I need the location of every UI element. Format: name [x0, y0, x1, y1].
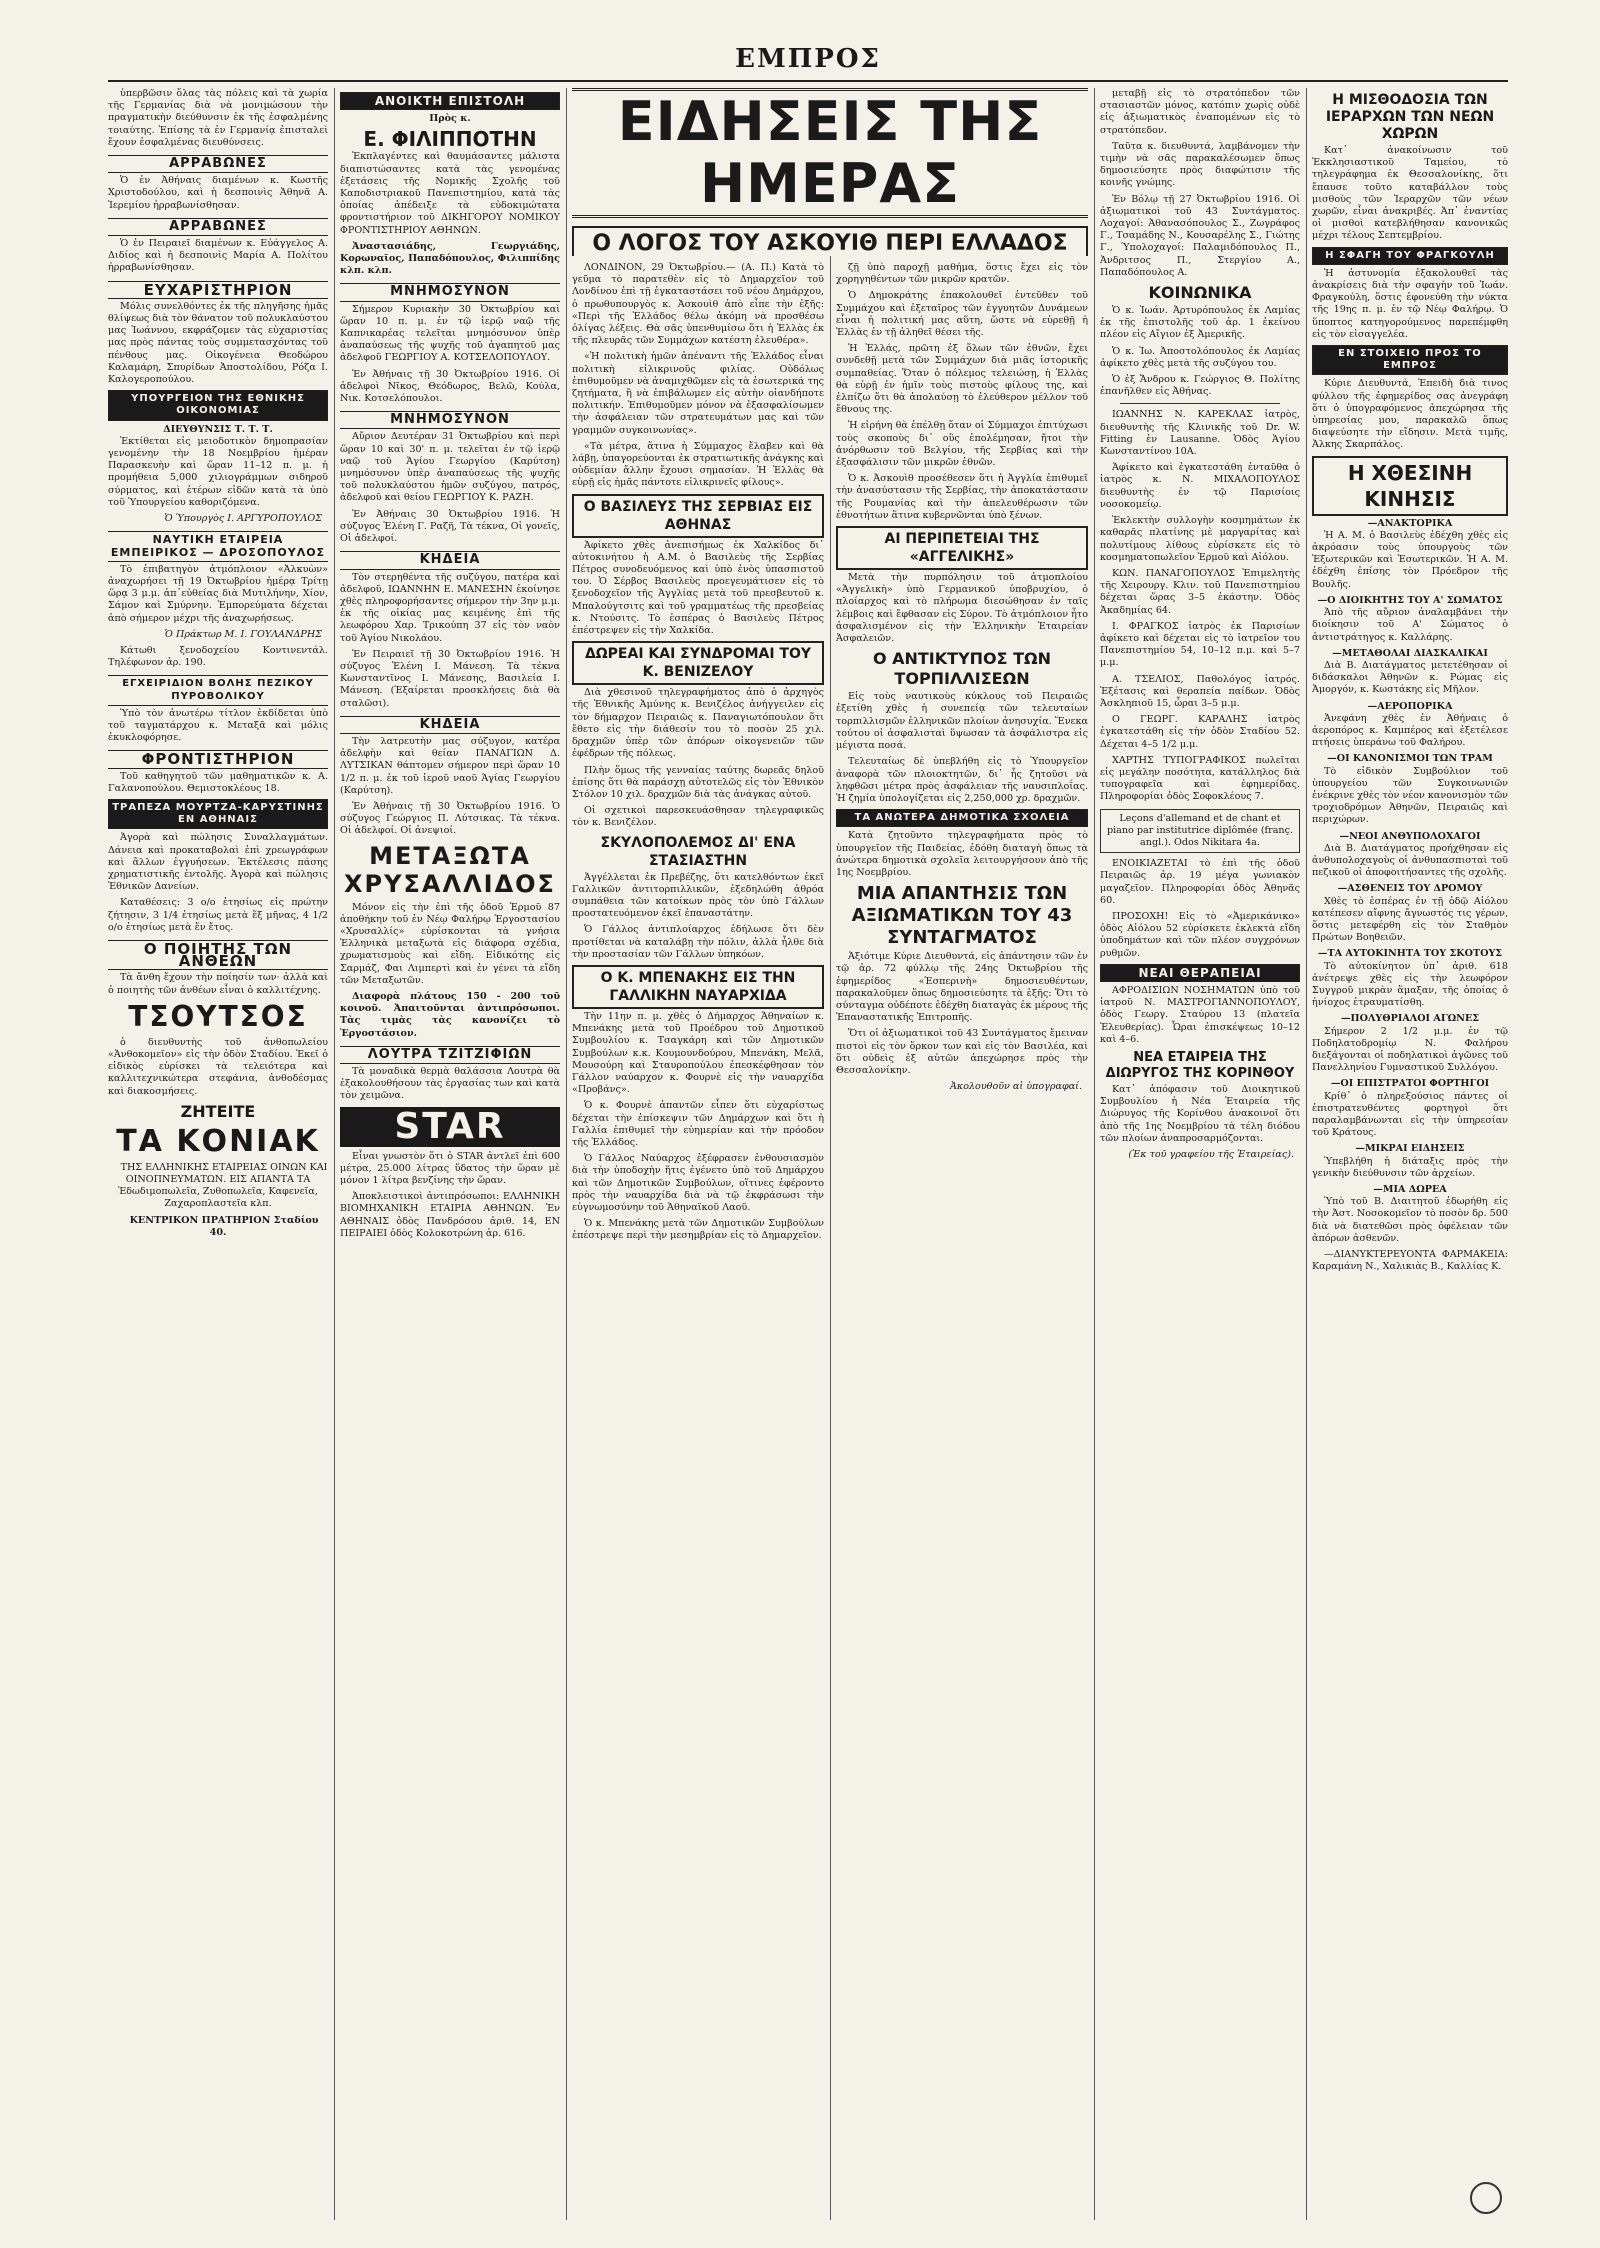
article-text: Σήμερον 2 1/2 μ.μ. ἐν τῷ Ποδηλατοδρομίῳ Ν. Φαλήρου διεξάγονται οἱ ποδηλατικοὶ ἀγῶνες τοῦ Πανελληνίου Γυμναστικοῦ Συλλόγου. [1312, 1025, 1508, 1074]
article-text: Ἀποκλειστικοὶ ἀντιπρόσωποι: ΕΛΛΗΝΙΚΗ ΒΙΟΜΗΧΑΝΙΚΗ ΕΤΑΙΡΙΑ ΑΘΗΝΩΝ. Ἐν ΑΘΗΝΑΙΣ ὁδὸς Πανδρόσου ἀριθ. 14, ΕΝ ΠΕΙΡΑΙΕΙ ὁδὸς Κολοκοτρώνη ἀρ. 616. [340, 1191, 560, 1239]
section-heading: ΚΟΙΝΩΝΙΚΑ [1148, 283, 1252, 303]
section-heading: ΣΚΥΛΟΠΟΛΕΜΟΣ ΔΙ' ΕΝΑ ΣΤΑΣΙΑΣΤΗΝ [600, 834, 796, 869]
article-text: Ὅτι οἱ ἀξιωματικοὶ τοῦ 43 Συντάγματος ἔμειναν πιστοὶ εἰς τὸν ὅρκον των καὶ εἰς τὸν Βασιλέα, καὶ ὅτι οὐδεὶς ἐξ αὐτῶν ἀπεχώρησε πρὸς τὴν Θεσσαλονίκην. [836, 1028, 1088, 1076]
article-text: Ἡ ἀστυνομία ἐξακολουθεῖ τὰς ἀνακρίσεις διὰ τὴν σφαγὴν τοῦ Ἰωάν. Φραγκούλη, ὅστις ἐφονεύθη τὴν νύκτα τῆς 19ης π. μ. ἐν τῷ Νέῳ Φαλήρῳ. Ὁ ὕποπτος κατηγορούμενος παρεπέμφθη εἰς τὸν εἰσαγγελέα. [1312, 267, 1508, 340]
section-heading: Η ΣΦΑΓΗ ΤΟΥ ΦΡΑΓΚΟΥΛΗ [1312, 247, 1508, 265]
article-text: Ἐκπλαγέντες καὶ θαυμάσαντες μάλιστα διαπιστώσαντες κατὰ τὰς γενομένας ἐξετάσεις τῆς Νομικῆς Σχολῆς τοῦ Καποδιστριακοῦ Πανεπιστημίου, κατὰ τὰς ὁποίας ἀπέδειξε τὰ εὐδοκιμώτατα φροντιστήριον τοῦ ΔΙΚΗΓΟΡΟΥ ΝΟΜΙΚΟΥ ΦΡΟΝΤΙΣΤΗΡΙΟΥ ΑΘΗΝΩΝ. [340, 151, 560, 236]
advert-heading: ΤΣΟΥΤΣΟΣ [128, 999, 308, 1033]
column-4 [836, 262, 1088, 2220]
article-text: Τὰ ἄνθη ἔχουν τὴν ποίησίν των· ἀλλὰ καὶ ὁ ποιητὴς τῶν ἀνθέων εἶναι ὁ καλλιτέχνης. [108, 972, 328, 996]
column-rule [1094, 88, 1095, 2220]
subheading: —Ο ΔΙΟΙΚΗΤΗΣ ΤΟΥ Α' ΣΩΜΑΤΟΣ [1317, 594, 1503, 606]
article-text: «Τὰ μέτρα, ἅτινα ἡ Σύμμαχος ἔλαβεν καὶ θὰ λάβῃ, ὑπαγορεύονται ἐκ στρατιωτικῆς ἀνάγκης καὶ οὐδεμίαν ἄλλην ἔχουσι σημασίαν. Ἡ Ἑλλὰς θὰ εὑρῇ εἰς ἡμᾶς πάντοτε εἰλικρινεῖς φίλους». [572, 440, 824, 489]
section-heading: ΤΑ ΑΝΩΤΕΡΑ ΔΗΜΟΤΙΚΑ ΣΧΟΛΕΙΑ [836, 809, 1088, 827]
article-text: Κύριε Διευθυντά, Ἐπειδὴ διὰ τινος φύλλου τῆς ἐφημερίδος σας ἀνεγράφη ὅτι ὁ ὑπογραφόμενος ἀπεχώρησα τῆς ὑπηρεσίας μου, παρακαλῶ ὅπως διαψεύσητε τὴν εἴδησιν. Μετὰ τιμῆς, Ἀλκης Σκαρπάλος. [1312, 378, 1508, 451]
signature: Ὁ Πράκτωρ Μ. Ι. ΓΟΥΛΑΝΔΡΗΣ [164, 628, 322, 640]
article-text: Ἐν Ἀθήναις τῇ 30 Ὀκτωβρίου 1916. Οἱ ἀδελφοὶ Νῖκος, Θεόδωρος, Βελῶ, Κούλα, Νικ. Κοτσελόπουλοι. [340, 368, 560, 405]
article-text: Ὁ κ. Ἀσκουὶθ προσέθεσεν ὅτι ἡ Ἀγγλία ἐπιθυμεῖ τὴν ἀνασύστασιν τῆς Σερβίας, τὴν ἀποκατάστασιν τῆς Ρουμανίας καὶ τὴν ἀπελευθέρωσιν τῶν ἐθνοτήτων ἅτινα κυβερνῶνται ὑπὸ ξένων. [836, 473, 1088, 521]
masthead-title: ΕΜΠΡΟΣ [735, 44, 881, 74]
article-text: Τοῦ καθηγητοῦ τῶν μαθηματικῶν κ. Α. Γαλανοπούλου. Θεμιστοκλέους 18. [108, 770, 328, 794]
article-text: μεταβῇ εἰς τὸ στρατόπεδον τῶν στασιαστῶν μόνος, κατόπιν χωρὶς οὐδὲ εἰς ἀξιωματικὸς ἐναπομένων εἰς τὸ στρατόπεδον. [1100, 88, 1300, 136]
section-heading: ΝΕΑ ΕΤΑΙΡΕΙΑ ΤΗΣ ΔΙΩΡΥΓΟΣ ΤΗΣ ΚΟΡΙΝΘΟΥ [1105, 1050, 1295, 1082]
article-text: Τὸ εἰδικὸν Συμβούλιον τοῦ ὑπουργείου τῶν Συγκοινωνιῶν ἐνέκρινε χθὲς τὸν νέον κανονισμὸν τῶν τροχιοδρόμων Ἀθηνῶν, Πειραιῶς καὶ περιχώρων. [1312, 765, 1508, 826]
section-heading: Ο ΒΑΣΙΛΕΥΣ ΤΗΣ ΣΕΡΒΙΑΣ ΕΙΣ ΑΘΗΝΑΣ [572, 494, 824, 538]
article-text: Τὴν 11ην π. μ. χθὲς ὁ Δήμαρχος Ἀθηναίων κ. Μπενάκης μετὰ τοῦ Προέδρου τοῦ Δημοτικοῦ Συμβουλίου κ. Τσαγκάρη καὶ τῶν Δημοτικῶν Συμβούλων κ.κ. Κουμουνδούρου, Μπενάκη, Μελᾶ, Μουσούρη καὶ Σταυροπούλου ἐπεσκέφθησαν τὸν Γάλλον ναύαρχον κ. Φουρνὲ εἰς τὴν ναυαρχίδα «Προβάνς». [572, 1010, 824, 1096]
article-text: —ΔΙΑΝΥΚΤΕΡΕΥΟΝΤΑ ΦΑΡΜΑΚΕΙΑ: Καραμάνη Ν., Χαλικιὰς Β., Καλλίας Κ. [1312, 1249, 1508, 1273]
article-text: Ἐν Βόλῳ τῇ 27 Ὀκτωβρίου 1916. Οἱ ἀξιωματικοὶ τοῦ 43 Συντάγματος. Λοχαγοί: Ἀθανασόπουλος Σ., Ζωγράφος Γ., Τσαμάδης Ν., Κουσαρέλης Σ., Γιώτης Γ., Ὑπολοχαγοί: Παλαμιδόπουλος Π., Ἀνδριτσος Π., Στεργίου Α., Παπαδόπουλος Α. [1100, 193, 1300, 278]
column-5 [1100, 88, 1300, 2220]
article-text: Ὑπεβλήθη ἡ διάταξις πρὸς τὴν γενικὴν διεύθυνσιν τῶν ἀρχείων. [1312, 1155, 1508, 1179]
section-heading: ΔΩΡΕΑΙ ΚΑΙ ΣΥΝΔΡΟΜΑΙ ΤΟΥ Κ. ΒΕΝΙΖΕΛΟΥ [572, 641, 824, 685]
section-heading: ΥΠΟΥΡΓΕΙΟΝ ΤΗΣ ΕΘΝΙΚΗΣ ΟΙΚΟΝΟΜΙΑΣ [108, 390, 328, 420]
advert-heading: STAR [340, 1107, 560, 1147]
article-text: Κάτωθι ξενοδοχείου Κοντινεντάλ. Τηλέφωνον ἀρ. 190. [108, 644, 328, 669]
headline-block [572, 88, 1088, 256]
classified-ad-box [1100, 809, 1300, 854]
article-text: Τὸν στερηθέντα τῆς συζύγου, πατέρα καὶ ἀδελφοῦ, ΙΩΑΝΝΗΝ Ε. ΜΑΝΕΣΗΝ ἐκοίνησε χθὲς πληροφορήσαντες σήμερον τὴν 3ην μ.μ. ἐκ τῆς οἰκίας μας κειμένης ἐπὶ τῆς λεωφόρου Χαρ. Τρικούπη 37 εἰς τὸν ναὸν τοῦ Ἁγίου Νικολάου. [340, 571, 560, 644]
subheading: —ΑΝΑΚΤΟΡΙΚΑ [1367, 517, 1453, 529]
article-text: Εἶναι γνωστὸν ὅτι ὁ STAR ἀντλεῖ ἐπὶ 600 μέτρα, 25.000 λίτρας ὕδατος τὴν ὥραν μὲ μόνον 1 λίτρα βενζίνης τὴν ὥραν. [340, 1150, 560, 1187]
classified-ad: ΙΩΑΝΝΗΣ Ν. ΚΑΡΕΚΛΑΣ ἰατρὸς, διευθυντὴς τῆς Κλινικῆς τοῦ Dr. W. Fitting ἐν Lausanne. Ὁδὸς Ἁγίου Κωνσταντίνου 10Α. [1100, 409, 1300, 458]
article-text: ὑπερβῶσιν ὅλας τὰς πόλεις καὶ τὰ χωρία τῆς Γερμανίας διὰ νὰ μονιμώσουν τὴν πραγματικὴν διεύθυνσιν ἐκ τῆς ἐσφαλμένης τοιαύτης. Ἐπίσης τὰ ἐν Γερμανίᾳ ἐπισταλεὶ ἔχουν ἐσφαλμένας διευθύνσεις. [108, 88, 328, 148]
article-text: Ὁ Γάλλος ἀντιπλοίαρχος ἐδήλωσε ὅτι δὲν προτίθεται νὰ καταλάβῃ τὴν πόλιν, ἀλλὰ ἦλθε διὰ τὴν προστασίαν τῶν Γάλλων ὑπηκόων. [572, 924, 824, 960]
signature: Ὁ Ὑπουργὸς Ι. ΑΡΓΥΡΟΠΟΥΛΟΣ [164, 513, 322, 525]
masthead [108, 40, 1508, 82]
section-heading: Ο ΠΟΙΗΤΗΣ ΤΩΝ ΑΝΘΕΩΝ [108, 940, 328, 970]
section-heading: ΜΙΑ ΑΠΑΝΤΗΣΙΣ ΤΩΝ ΑΞΙΩΜΑΤΙΚΩΝ ΤΟΥ 43 ΣΥΝΤΑΓΜΑΤΟΣ [851, 883, 1073, 949]
article-text: Ἀξιότιμε Κύριε Διευθυντά, εἰς ἀπάντησιν τῶν ἐν τῷ ἀρ. 72 φύλλῳ τῆς 24ης Ὀκτωβρίου τῆς ἐφημερίδος «Ἑσπερινὴ» δημοσιευθέντων, παρακαλοῦμεν ὅπως δημοσιεύσητε τὰ ἑξῆς: Ὅτι τὸ σύνταγμα οὐδέποτε ἐδέχθη διαταγὰς ἐκ μέρους τῆς Ἐπαναστατικῆς Ἐπιτροπῆς. [836, 951, 1088, 1024]
article-text: ζῇ ὑπὸ παροχῇ μαθήμα, ὅστις ἔχει εἰς τὸν χορηγηθέντων τῶν μικρῶν κρατῶν. [836, 262, 1088, 286]
article-text: Ὁ Δημοκράτης ἐπακολουθεῖ ἐντεῦθεν τοῦ Συμμάχου καὶ ἐξεταῖρος τῶν ἐγγυητῶν Δυνάμεων εἶναι ἡ πολιτική μας αὕτη, ὥστε νὰ εὑρεθῇ ἡ Ἑλλὰς ἐν τῇ ἀληθεῖ θέσει τῆς. [836, 290, 1088, 339]
subheading: —ΑΣΘΕΝΕΙΣ ΤΟΥ ΔΡΟΜΟΥ [1337, 883, 1483, 895]
column-1 [108, 88, 328, 2220]
article-text: Ἡ Α. Μ. ὁ Βασιλεὺς ἐδέχθη χθὲς εἰς ἀκρόασιν τοὺς ὑπουργοὺς τῶν Ἐξωτερικῶν καὶ Ἐσωτερικῶν. Ἡ Α. Μ. ἐδέχθη ἐπίσης τὸν Πρόεδρον τῆς Βουλῆς. [1312, 529, 1508, 590]
section-heading: ΑΙ ΠΕΡΙΠΕΤΕΙΑΙ ΤΗΣ «ΑΓΓΕΛΙΚΗΣ» [836, 526, 1088, 570]
classified-ad: Ἀφίκετο καὶ ἐγκατεστάθη ἐνταῦθα ὁ ἰατρὸς κ. Ν. ΜΙΧΑΛΟΠΟΥΛΟΣ διευθυντὴς ἐν τῷ Παρισίοις νοσοκομείῳ. [1100, 462, 1300, 510]
subheading: —ΜΕΤΑΘΟΛΑΙ ΔΙΑΣΚΑΛΙΚΑΙ [1332, 647, 1488, 659]
classified-ad: Ι. ΦΡΑΓΚΟΣ ἰατρὸς ἐκ Παρισίων ἀφίκετο καὶ δέχεται εἰς τὸ ἰατρεῖον του Πανεπιστημίου 54, 10–12 π.μ. καὶ 5–7 μ.μ. [1100, 620, 1300, 669]
subheading: —ΜΙΑ ΔΩΡΕΑ [1373, 1184, 1447, 1196]
subheading: —ΠΟΛΥΘΡΙΑΛΟΙ ΑΓΩΝΕΣ [1340, 1013, 1480, 1025]
article-text: Χθὲς τὸ ἑσπέρας ἐν τῇ ὁδῷ Αἰόλου κατέπεσεν αἴφνης ἄγνωστός τις γέρων, ὅστις μετεφέρθη εἰς τὸν Σταθμὸν Πρώτων Βοηθειῶν. [1312, 895, 1508, 944]
classified-ad: Α. ΤΣΕΛΙΟΣ, Παθολόγος ἰατρός. Ἐξέτασις καὶ θεραπεία παίδων. Ὁδὸς Ἀσκληπιοῦ 15, ὧραι 3–5 μ.μ. [1100, 673, 1300, 709]
article-text: Οἱ σχετικοὶ παρεσκευάσθησαν τηλεγραφικῶς τὸν κ. Βενιζέλον. [572, 805, 824, 829]
lead-headline: Ο ΛΟΓΟΣ ΤΟΥ ΑΣΚΟΥΙΘ ΠΕΡΙ ΕΛΛΑΔΟΣ [572, 226, 1088, 256]
section-heading: Ο Κ. ΜΠΕΝΑΚΗΣ ΕΙΣ ΤΗΝ ΓΑΛΛΙΚΗΝ ΝΑΥΑΡΧΙΔΑ [572, 965, 824, 1009]
article-text: Μόλις συνελθόντες ἐκ τῆς πληγῆσης ἡμᾶς θλίψεως διὰ τὸν θάνατον τοῦ πολυκλαύστου μας Ἰωάννου, εκφράζομεν τὰς εὐχαριστίας μας πρὸς πάντας τοὺς συμμετασχόντας τοῦ πένθους μας. Οἰκογένεια Θεοδώρου Καλαμάρη, Σπυρίδων Ἀποστολίδου, Ρόζα Ι. Καλογεροπούλου. [108, 300, 328, 386]
article-text: Διὰ Β. Διατάγματος προήχθησαν εἰς ἀνθυπολοχαγοὺς οἱ ἀνθυπασπισταὶ τοῦ πεζικοῦ οἱ ἀποφοιτήσαντες τῆς σχολῆς. [1312, 842, 1508, 879]
article-text: Ἐν Ἀθήναις 30 Ὀκτωβρίου 1916. Ἡ σύζυγος Ἑλένη Γ. Ραζῆ, Τὰ τέκνα, Οἱ γονεῖς, Οἱ ἀδελφοί. [340, 508, 560, 545]
section-heading: ΑΡΡΑΒΩΝΕΣ [108, 155, 328, 173]
section-heading: ΑΡΡΑΒΩΝΕΣ [108, 218, 328, 236]
library-stamp-icon [1470, 2182, 1502, 2214]
article-text: Κατ᾽ ἀπόφασιν τοῦ Διοικητικοῦ Συμβουλίου ἡ Νέα Ἑταιρεία τῆς Διώρυγος τῆς Κορίνθου ἀνακοινοῖ ὅτι ἀπὸ τῆς 1ης Νοεμβρίου τὰ τέλη διόδου τῶν πλοίων ἀναπροσαρμόζονται. [1100, 1084, 1300, 1144]
article-text: Ὁ Γάλλος Ναύαρχος ἐξέφρασεν ἐνθουσιασμὸν διὰ τὴν ὑποδοχὴν ἥτις ἐγένετο ὑπὸ τοῦ Δημάρχου καὶ τῶν Δημοτικῶν Συμβούλων, οἵτινες ἐφέροντο πρὸς τὴν ναυαρχίδα διὰ νὰ τῷ ἐκφράσωσι τὴν εὐγνωμοσύνην τοῦ Ἀθηναϊκοῦ Λαοῦ. [572, 1153, 824, 1213]
article-text: Ἐν Ἀθήναις τῇ 30 Ὀκτωβρίου 1916. Ὁ σύζυγος Γεώργιος Π. Λύτσικας. Τὰ τέκνα. Οἱ ἀδελφοί. Οἱ ἀνεψιοί. [340, 800, 560, 837]
article-text: Ὁ ἐξ Ἄνδρου κ. Γεώργιος Θ. Πολίτης ἐπανῆλθεν εἰς Ἀθήνας. [1100, 374, 1300, 398]
section-heading: ΛΟΥΤΡΑ ΤΖΙΤΖΙΦΙΩΝ [340, 1046, 560, 1064]
article-text: Καταθέσεις: 3 ο/ο ἐτησίως εἰς πρώτην ζήτησιν, 3 1/4 ἐτησίως μετὰ ἕξ μῆνας, 4 1/2 ο/ο ἐτησίως μετὰ ἕν ἔτος. [108, 897, 328, 933]
advert-heading: ΖΗΤΕΙΤΕ [180, 1101, 256, 1121]
section-heading: ΜΝΗΜΟΣΥΝΟΝ [340, 411, 560, 429]
article-text: Ἀπὸ τῆς αὔριον ἀναλαμβάνει τὴν διοίκησιν τοῦ Α' Σώματος ὁ ἀντιστράτηγος κ. Καλλάρης. [1312, 607, 1508, 643]
article-text: Κρίθ᾽ ὁ πληρεξούσιος πάντες οἱ ἐπιστρατευθέντες φορτηγοὶ ὅτι παραλαμβάνωνται εἰς τὴν ὑπηρεσίαν τοῦ Κράτους. [1312, 1090, 1508, 1139]
section-heading: ΤΡΑΠΕΖΑ ΜΟΥΡΤΖΑ-ΚΑΡΥΣΤΙΝΗΣ ΕΝ ΑΘΗΝΑΙΣ [108, 799, 328, 829]
section-heading: ΕΥΧΑΡΙΣΤΗΡΙΟΝ [108, 281, 328, 299]
article-text: Ὑπὸ τοῦ Β. Διαιτητοῦ ἐδωρήθη εἰς τὴν Ἀστ. Νοσοκομεῖον τὸ ποσὸν δρ. 500 διὰ νὰ διατεθῶσι πρὸς ὀφέλειαν τῶν ἀπόρων ἀσθενῶν. [1312, 1196, 1508, 1244]
subheading: —ΟΙ ΚΑΝΟΝΙΣΜΟΙ ΤΩΝ ΤΡΑΜ [1327, 753, 1493, 765]
subheading: Ε. ΦΙΛΙΠΠΟΤΗΝ [363, 127, 537, 152]
page-headline: ΕΙΔΗΣΕΙΣ ΤΗΣ ΗΜΕΡΑΣ [572, 88, 1088, 218]
article-text: Τὸ ἐπιβατηγὸν ἀτμόπλοιον «Ἀλκυὼν» ἀναχωρήσει τῇ 19 Ὀκτωβρίου ἡμέρᾳ Τρίτῃ ὥρᾳ 3 μ.μ. ἀπ᾽εὐθείας διὰ Μυτιλήνην, Χίον, Σάμον καὶ Σμύρνην. Ἐμπορεύματα δέχεται ἀπὸ σήμερον μέχρι τῆς ἀναχωρήσεως. [108, 563, 328, 624]
article-text: Εἰς τοὺς ναυτικοὺς κύκλους τοῦ Πειραιῶς ἐξετίθη χθὲς ἡ συνεπείᾳ τῶν τελευταίων τορπιλλισμῶν ἑλληνικῶν πλοίων ἀνησυχία. Ἕνεκα τούτου οἱ ἀσφαλισταὶ ὕψωσαν τὰ ἀσφάλιστρα εἰς μέγιστα ποσά. [836, 691, 1088, 752]
article-text: Ὁ κ. Μπενάκης μετὰ τῶν Δημοτικῶν Συμβούλων ἐπέστρεψε περὶ τὴν μεσημβρίαν εἰς τὸ Δημαρχεῖον. [572, 1218, 824, 1242]
classified-ad: Ἐκλεκτὴν συλλογὴν κοσμημάτων ἐκ καθαρᾶς πλατίνης μὲ μαργαρίτας καὶ πολυτίμους λίθους εὑρίσκετε εἰς τὸ κοσμηματοπωλεῖον Ἑρμοῦ καὶ Αἰόλου. [1100, 515, 1300, 563]
article-text: Ὁ ἐν Πειραιεῖ διαμένων κ. Εὐάγγελος Α. Διδίος καὶ ἡ δεσποινὶς Μαρία Α. Πολίτου ἠρραβωνίσθησαν. [108, 238, 328, 274]
article-text: ὁ διευθυντὴς τοῦ ἀνθοπωλείου «Ἀνθοκομεῖον» εἰς τὴν ὁδὸν Σταδίου. Ἐκεῖ ὁ εἰδικὸς εὑρίσκει τὰ τελειότερα καὶ καλλιτεχνικώτερα στεφάνια, ἀνθοδέσμας καὶ διακοσμήσεις. [108, 1036, 328, 1097]
article-text: Ἡ εἰρήνη θὰ ἐπέλθῃ ὅταν οἱ Σύμμαχοι ἐπιτύχωσι τοὺς σκοποὺς δι᾽ οὓς ἐπολέμησαν, ἤτοι τὴν ἀνόρθωσιν τοῦ Βελγίου, τῆς Σερβίας καὶ τὴν ἐξασφάλισιν τῶν μικρῶν ἐθνῶν. [836, 420, 1088, 469]
article-text: ΚΕΝΤΡΙΚΟΝ ΠΡΑΤΗΡΙΟΝ Σταδίου 40. [129, 1214, 319, 1238]
section-heading: ΚΗΔΕΙΑ [340, 716, 560, 734]
article-text: Κατὰ ζητοῦντο τηλεγραφήματα πρὸς τὸ ὑπουργεῖον τῆς Παιδείας, ἐδόθη διαταγὴ ὅπως τὰ ἀνώτερα δημοτικὰ σχολεῖα λειτουργήσουν ἀπὸ τῆς 1ης Νοεμβρίου. [836, 830, 1088, 878]
classified-ad: Leçons d'allemand et de chant et piano par institutrice diplômée (franç. angl.). Odos Nikitara 4a. [1106, 812, 1294, 848]
subheading: —ΜΙΚΡΑΙ ΕΙΔΗΣΕΙΣ [1355, 1143, 1465, 1155]
section-heading: ΑΝΟΙΚΤΗ ΕΠΙΣΤΟΛΗ [340, 92, 560, 110]
article-text: Ἀνεφάνη χθὲς ἐν Ἀθήναις ὁ ἀεροπόρος κ. Καμπέρος καὶ ἐξετέλεσε πτήσεις ὑπεράνω τοῦ Φαλήρου. [1312, 712, 1508, 749]
newspaper-page [108, 40, 1508, 2220]
section-heading: Η ΜΙΣΘΟΔΟΣΙΑ ΤΩΝ ΙΕΡΑΡΧΩΝ ΤΩΝ ΝΕΩΝ ΧΩΡΩΝ [1325, 92, 1495, 142]
section-heading: ΦΡΟΝΤΙΣΤΗΡΙΟΝ [108, 750, 328, 768]
article-text: Ἡ Ἑλλάς, πρῶτη ἐξ ὅλων τῶν ἐθνῶν, ἔχει συνδεθῇ μετὰ τῶν Συμμάχων διὰ μιᾶς ἱστορικῆς συμπαθείας. Ὅταν ὁ πόλεμος τελειώσῃ, ἡ Ἑλλὰς θὰ εὑρῇ ἐν ἡμῖν τοὺς πιστοὺς φίλους της, καὶ ἐλπίζω ὅτι θὰ ἀπολαύσῃ τὸ ἐλεύθερον μέλλον τοῦ ἔθνους της. [836, 343, 1088, 416]
article-text: Ὁ ἐν Ἀθήναις διαμένων κ. Κωστῆς Χριστοδούλου, καὶ ἡ δεσποινὶς Ἀθηνᾶ Α. Ἱερεμίου ἠρραβωνίσθησαν. [108, 175, 328, 211]
classified-ad: ΠΡΟΣΟΧΗ! Εἰς τὸ «Ἀμερικάνικο» ὁδὸς Αἰόλου 52 εὑρίσκετε ἐκλεκτὰ εἴδη ὑποδημάτων καὶ τῶν πλέον συγχρόνων ρυθμῶν. [1100, 910, 1300, 959]
article-text: Κατ᾽ ἀνακοίνωσιν τοῦ Ἐκκλησιαστικοῦ Ταμείου, τὸ τηλεγράφημα ἐκ Θεσσαλονίκης, ὅτι ἔπαυσε τοῦτο καταβάλλον τοὺς μισθοὺς τῶν Ἱεραρχῶν τῶν νέων χωρῶν, εἶναι ἀνακριβές. Ἀπ᾽ ἐναντίας οἱ μισθοὶ κατεβλήθησαν κανονικῶς μέχρι τέλους Σεπτεμβρίου. [1312, 145, 1508, 242]
section-heading: ΝΑΥΤΙΚΗ ΕΤΑΙΡΕΙΑ ΕΜΠΕΙΡΙΚΟΣ — ΔΡΟΣΟΠΟΥΛΟΣ [108, 531, 328, 561]
article-text: Μετὰ τὴν πυρπόλησιν τοῦ ἀτμοπλοίου «Ἀγγελικὴ» ὑπὸ Γερμανικοῦ ὑποβρυχίου, ὁ πλοίαρχος καὶ τὸ πλήρωμα διεσώθησαν ἐν ταῖς λέμβοις καὶ ἔφθασαν εἰς Σύρον. Τὸ ἀτμόπλοιον ἦτο ἀσφαλισμένον εἰς τὴν Ἑλληνικὴν Ἑταιρείαν Ἀσφαλειῶν. [836, 572, 1088, 645]
advert-heading: ΤΑ ΚΟΝΙΑΚ [116, 1123, 320, 1159]
article-text: Μόνον εἰς τὴν ἐπὶ τῆς ὁδοῦ Ἑρμοῦ 87 ἀποθήκην τοῦ ἐν Νέῳ Φαλήρῳ Ἐργοστασίου «Χρυσαλλίς» εὑρίσκονται τὰ γνήσια Ἑλληνικὰ μεταξωτὰ εἰς διάφορα σχέδια, χρωματισμοὺς καὶ εἴδη. Εἰδικότης εἰς Σαρμάζ, Φαι Λιμπερτὶ καὶ ἐν γένει τὰ εἴδη τῶν Μεταξωτῶν. [340, 901, 560, 986]
divider [1120, 403, 1280, 404]
article-text: Ἀφίκετο χθὲς ἀνεπισήμως ἐκ Χαλκίδος δι᾽ αὐτοκινήτου ἡ Α.Μ. ὁ Βασιλεὺς τῆς Σερβίας Πέτρος συνοδευόμενος καὶ ὑπὸ ἑνὸς ὑπασπιστοῦ του. Ὁ Σέρβος Βασιλεὺς προεγευμάτισεν εἰς τὸ ξενοδοχεῖον τῆς Ἀγγλίας μετὰ τοῦ πρεσβευτοῦ κ. Μπαλούγτσιτς καὶ τοῦ γραμματέως τῆς πρεσβείας κ. Ντούσιτς. Τὸ ἑσπέρας ὁ Βασιλεὺς Πέτρος ἐπέστρεψεν εἰς τὴν Χαλκίδα. [572, 539, 824, 637]
column-3 [572, 262, 824, 2220]
article-text: ΤΗΣ ΕΛΛΗΝΙΚΗΣ ΕΤΑΙΡΕΙΑΣ ΟΙΝΩΝ ΚΑΙ ΟΙΝΟΠΝΕΥΜΑΤΩΝ. ΕΙΣ ΑΠΑΝΤΑ ΤΑ Ἐδωδιμοπωλεῖα, Ζυθοπωλεῖα, Καφενεῖα, Ζαχαροπλαστεῖα κλπ. [118, 1161, 328, 1210]
subheading: —ΤΑ ΑΥΤΟΚΙΝΗΤΑ ΤΟΥ ΣΚΟΤΟΥΣ [1317, 948, 1503, 960]
article-text: Ἀγορὰ καὶ πώλησις Συναλλαγμάτων. Δάνεια καὶ προκαταβολαὶ ἐπὶ χρεωγράφων καὶ ἄλλων ἐγγυήσεων. Ἐκτέλεσις πάσης χρηματιστικῆς ἐντολῆς. Ἀγορὰ καὶ πώλησις Ἐθνικῶν Δανείων. [108, 832, 328, 893]
section-heading: ΕΝ ΣΤΟΙΧΕΙΟ ΠΡΟΣ ΤΟ ΕΜΠΡΟΣ [1312, 345, 1508, 375]
article-text: Διὰ χθεσινοῦ τηλεγραφήματος ἀπὸ ὁ ἀρχηγὸς τῆς Ἐθνικῆς Ἀμύνης κ. Βενιζέλος ἀνήγγειλεν εἰς τὸν δήμαρχον Πειραιῶς κ. Παναγιωτόπουλον ὅτι ἔθετο εἰς τὴν διάθεσίν του τὸ ποσὸν 25 χιλ. δραχμῶν ὑπὲρ τῶν ἀπόρων οἰκογενειῶν τῶν ἐφέδρων τῆς πόλεως. [572, 687, 824, 760]
article-text: Διαφορὰ πλάτους 150 - 200 τοῦ κοινοῦ. Ἀπαιτοῦνται ἀντιπρόσωποι. Τὰς τιμὰς τὰς κανονίζει τὸ Ἐργοστάσιον. [340, 990, 560, 1039]
article-text: Ἀγγέλλεται ἐκ Πρεβέζης, ὅτι κατελθόντων ἐκεῖ Γαλλικῶν ἀντιτορπιλλικῶν, ἐξεδηλώθη ἀθρόα συμπάθεια τῶν κατοίκων πρὸς τὸν ὑπὸ Γάλλων προστατευόμενον ἐκεῖ ἐπαναστάτην. [572, 871, 824, 920]
signature: (Ἐκ τοῦ γραφείου τῆς Ἑταιρείας). [1128, 1149, 1294, 1161]
subheading: Πρὸς κ. [429, 113, 471, 125]
subheading: —ΑΕΡΟΠΟΡΙΚΑ [1367, 700, 1453, 712]
classified-ad: Ο ΓΕΩΡΓ. ΚΑΡΑΛΗΣ ἰατρὸς ἐγκατεστάθη εἰς τὴν ὁδὸν Σταδίου 52. Δέχεται 4–5 1/2 μ.μ. [1100, 714, 1300, 750]
signature: Ἀκολουθοῦν αἱ ὑπογραφαί. [949, 1081, 1082, 1093]
section-heading: ΝΕΑΙ ΘΕΡΑΠΕΙΑΙ [1100, 964, 1300, 982]
article-text: Ἐκτίθεται εἰς μειοδοτικὸν δημοπρασίαν γενομένην τὴν 18 Νοεμβρίου ἡμέραν Παρασκευὴν καὶ ὥραν 11–12 π. μ. ἡ προμήθεια 5,000 χιλιογράμμων σιδηροῦ σύρματος, καὶ ἑτέρων εἰδῶν κατὰ τὰ ὑπὸ τοῦ Ὑπουργείου καθοριζόμενα. [108, 435, 328, 508]
article-text: Ὁ κ. Ἰωάν. Ἀρτυρόπουλος ἐκ Λαμίας ἐκ τῆς ἐπιστολῆς τοῦ ἀρ. 1 ἐκείνου πλέον εἰς Αἴγιον ἐξ Ἀμερικῆς. [1100, 305, 1300, 341]
classified-ad: ΚΩΝ. ΠΑΝΑΓΟΠΟΥΛΟΣ Ἐπιμελητὴς τῆς Χειρουργ. Κλιν. τοῦ Πανεπιστημίου δέχεται ὥρας 3–5 ἑκάστην. Ὁδὸς Ἀκαδημίας 64. [1100, 567, 1300, 616]
classified-ad: ΑΦΡΟΔΙΣΙΩΝ ΝΟΣΗΜΑΤΩΝ ὑπὸ τοῦ ἰατροῦ Ν. ΜΑΣΤΡΟΓΙΑΝΝΟΠΟΥΛΟΥ, ὁδὸς Γεωργ. Σταύρου 13 (πλατεῖα Ἐλευθερίας). Ὧραι ἐπισκέψεως 10–12 καὶ 4–6. [1100, 985, 1300, 1045]
section-heading: ΕΓΧΕΙΡΙΔΙΟΝ ΒΟΛΗΣ ΠΕΖΙΚΟΥ ΠΥΡΟΒΟΛΙΚΟΥ [108, 675, 328, 705]
section-heading: Ο ΑΝΤΙΚΤΥΠΟΣ ΤΩΝ ΤΟΡΠΙΛΛΙΣΕΩΝ [872, 649, 1052, 689]
section-heading: ΚΗΔΕΙΑ [340, 551, 560, 569]
article-text: Πλὴν ὅμως τῆς γενναίας ταύτης δωρεᾶς δηλοῦ ἐπίσης ὅτι θὰ παράσχῃ αὐτοτελῶς εἰς τὸν Ἐθνικὸν Στόλον 10 χιλ. δραχμῶν διὰ τὰς ἀνάγκας αὐτοῦ. [572, 764, 824, 800]
article-text: Ταῦτα κ. διευθυντά, λαμβάνομεν τὴν τιμὴν νὰ σᾶς παρακαλέσωμεν ὅπως δημοσιεύσητε πρὸς διαφώτισιν τῆς κοινῆς γνώμης. [1100, 140, 1300, 189]
article-text: Ἀναστασιάδης, Γεωργιάδης, Κορωναῖος, Παπαδόπουλος, Φιλιππίδης κλπ. κλπ. [340, 240, 560, 277]
section-heading: Η ΧΘΕΣΙΝΗ ΚΙΝΗΣΙΣ [1312, 456, 1508, 516]
article-text: Τὰ μοναδικὰ θερμὰ θαλάσσια Λουτρὰ θὰ ἐξακολουθήσουν τὰς ἐργασίας των καὶ κατὰ τὸν χειμῶνα. [340, 1066, 560, 1102]
column-6 [1312, 88, 1508, 2220]
subheading: —ΝΕΟΙ ΑΝΘΥΠΟΛΟΧΑΓΟΙ [1339, 830, 1481, 842]
article-text: «Ἡ πολιτικὴ ἡμῶν ἀπέναντι τῆς Ἑλλάδος εἶναι πολιτικὴ εἰλικρινοῦς φιλίας. Οὐδόλως ἐπιθυμοῦμεν νὰ ἀναμιχθῶμεν εἰς τὰ ἐσωτερικά της ζητήματα, ἢ νὰ ἐπιβάλωμεν εἰς αὐτὴν οἱανδήποτε πολιτικήν. Ἐπιθυμοῦμεν μόνον νὰ ἐξασφαλίσωμεν τὴν ἀσφάλειαν τῶν στρατευμάτων μας καὶ τῶν γραμμῶν συγκοινωνίας». [572, 351, 824, 436]
section-heading: ΜΝΗΜΟΣΥΝΟΝ [340, 283, 560, 301]
article-text: ΛΟΝΔΙΝΟΝ, 29 Ὀκτωβρίου.— (Α. Π.) Κατὰ τὸ γεῦμα τὸ παρατεθὲν εἰς τὸ Δημαρχεῖον τοῦ Λονδίνου ἐπὶ τῇ ἐγκαταστάσει τοῦ νέου Δημάρχου, ὁ πρωθυπουργὸς κ. Ἀσκουὶθ ἀπὸ εἶπε τὴν ἐξῆς: «Περὶ τῆς Ἑλλάδος θέλω ἀκόμη νὰ προσθέσω ὀλίγας λέξεις. Θὰ σᾶς ὑπενθυμίσω ὅτι ἡ Ἑλλὰς ἐκ τῆς πλευρᾶς τῶν Συμμάχων κατέστη ἐλευθέρα». [572, 262, 824, 347]
subheading: ΔΙΕΥΘΥΝΣΙΣ Τ. Τ. Τ. [163, 423, 273, 435]
article-text: Τελευταίως δὲ ὑπεβλήθη εἰς τὸ Ὑπουργεῖον ἀναφορὰ τῶν πλοιοκτητῶν, δι᾽ ἧς ζητοῦσι νὰ ληφθῶσι μέτρα πρὸς ἀσφάλειαν τῆς ναυσιπλοΐας. Ἡ ζημία ὑπολογίζεται εἰς 2,250,000 χρ. δραχμῶν. [836, 756, 1088, 804]
article-text: Τὸ αὐτοκίνητον ὑπ᾽ ἀριθ. 618 ἀνέτρεψε χθὲς εἰς τὴν λεωφόρον Συγγροῦ μικρὰν ἅμαξαν, τῆς ὁποίας ὁ ἡνίοχος ἐτραυματίσθη. [1312, 960, 1508, 1009]
article-text: Αὔριον Δευτέραν 31 Ὀκτωβρίου καὶ περὶ ὥραν 10 καὶ 30' π. μ. τελεῖται ἐν τῷ ἱερῷ ναῷ τοῦ Ἁγίου Γεωργίου (Καρύτση) μνημόσυνον ὑπὲρ ἀναπαύσεως τῆς ψυχῆς τοῦ πολυκλαύστου ἡμῶν συζύγου, πατρός, ἀδελφοῦ καὶ θείου ΓΕΩΡΓΙΟΥ Κ. ΡΑΖΗ. [340, 431, 560, 504]
article-text: Ὑπὸ τὸν ἀνωτέρω τίτλον ἐκδίδεται ὑπὸ τοῦ ταγματάρχου κ. Μεταξᾶ καὶ μόλις ἐκυκλοφόρησε. [108, 707, 328, 744]
classified-ad: ΕΝΟΙΚΙΑΖΕΤΑΙ τὸ ἐπὶ τῆς ὁδοῦ Πειραιῶς ἀρ. 19 μέγα γωνιακὸν μαγαζεῖον. Πληροφορίαι ὁδὸς Ἀθηνᾶς 60. [1100, 858, 1300, 906]
column-rule [334, 88, 335, 2220]
column-rule [1306, 88, 1307, 2220]
article-text: Ὁ κ. Ἰω. Ἀποστολόπουλος ἐκ Λαμίας ἀφίκετο χθὲς μετὰ τῆς συζύγου του. [1100, 345, 1300, 369]
column-rule [830, 256, 831, 2220]
article-text: Σήμερον Κυριακὴν 30 Ὀκτωβρίου καὶ ὥραν 10 π. μ. ἐν τῷ ἱερῷ ναῷ τῆς Καπνικαρέας τελεῖται μνημόσυνον ὑπὲρ ἀναπαύσεως τῆς ψυχῆς τοῦ ἀγαπητοῦ μας ἀδελφοῦ ΓΕΩΡΓΙΟΥ Α. ΚΟΤΣΕΛΟΠΟΥΛΟΥ. [340, 303, 560, 364]
column-rule [566, 88, 567, 2220]
article-text: Τὴν λατρευτὴν μας σύζυγον, κατέρα ἀδελφὴν καὶ θείαν ΠΑΝΑΓΙΩΝ Δ. ΛΥΤΣΙΚΑΝ θάπτομεν σήμερον περὶ ὥραν 10 1/2 π. μ. ἐκ τοῦ ἱεροῦ ναοῦ Ἁγίας Γεωργίου (Καρύτση). [340, 735, 560, 796]
classified-ad: ΧΑΡΤΗΣ ΤΥΠΟΓΡΑΦΙΚΟΣ πωλεῖται εἰς μεγάλην ποσότητα, κατάλληλος διὰ τυπογραφεῖα καὶ ἐφημερίδας. Πληροφορίαι ὁδὸς Σοφοκλέους 7. [1100, 754, 1300, 803]
article-text: Διὰ Β. Διατάγματος μετετέθησαν οἱ διδάσκαλοι Ἀθηνῶν κ. Ρώμας εἰς Ἀμοργόν, κ. Κωστάκης εἰς Μῆλον. [1312, 659, 1508, 696]
subheading: —ΟΙ ΕΠΙΣΤΡΑΤΟΙ ΦΟΡΤΗΓΟΙ [1330, 1078, 1490, 1090]
column-2 [340, 88, 560, 2220]
article-text: Ἐν Πειραιεῖ τῇ 30 Ὀκτωβρίου 1916. Ἡ σύζυγος Ἑλένη Ι. Μάνεση. Τὰ τέκνα Κωνσταντῖνος Ι. Μάνεσης, Βασιλεία Ι. Μάνεση. (Ἐξαίρεται προσκλήσεις διὰ θὰ σταλῶσι). [340, 648, 560, 709]
advert-heading: ΜΕΤΑΞΩΤΑ ΧΡΥΣΑΛΛΙΔΟΣ [344, 841, 556, 898]
article-text: Ὁ κ. Φουρνὲ ἀπαντῶν εἶπεν ὅτι εὐχαρίστως δέχεται τὴν ἐπίσκεψιν τῶν Δημάρχων καὶ ὅτι ἡ Γαλλία ἐπιθυμεῖ τὴν εὐημερίαν καὶ τὴν πρόοδον τῆς Ἑλλάδος. [572, 1100, 824, 1148]
